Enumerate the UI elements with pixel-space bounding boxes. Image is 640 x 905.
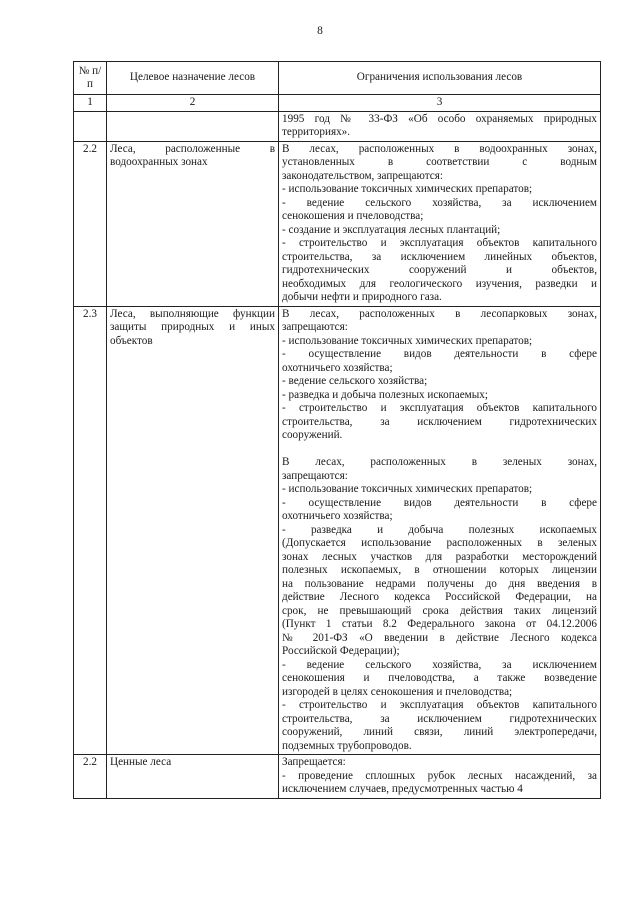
text-line: полезных ископаемых, в отношении которых лицензии [282,564,597,576]
text-line: запрещаются: [282,321,348,333]
column-number: 3 [279,95,601,112]
text-line: сенокошения и пчеловодства, а также возведение [282,672,597,684]
row-purpose [107,141,279,306]
row-restrictions [279,111,601,141]
text-line: подземных трубопроводов. [282,739,412,752]
text-line: - создание и эксплуатация лесных плантаций; [282,223,501,236]
row-number [74,111,107,141]
text-line: установленных в соответствии с водным [282,156,597,168]
table-row [74,141,601,306]
row-purpose [107,306,279,755]
text-line: - строительство и эксплуатация объектов капитального [282,237,597,249]
paragraph-gap [282,443,597,457]
text-line: на пользование недрами получены до дня введения в [282,577,597,590]
row-restrictions [279,141,601,306]
text-line: № 201-ФЗ «О введении в действие Лесного кодекса [282,631,597,644]
row-purpose [107,755,279,799]
text-line: (Допускается использование расположенных в зеленых [282,537,597,549]
row-number: 2.2 [74,755,107,799]
text-line: гидротехнических сооружений и объектов, [282,264,597,276]
text-line: необходимых для геологического изучения, разведки и [282,277,597,290]
text-line: Ценные леса [110,756,172,768]
row-number: 2.3 [74,306,107,755]
text-line: В лесах, расположенных в лесопарковых зонах, [282,307,597,320]
text-line: - ведение сельского хозяйства; [282,375,428,387]
text-line: - осуществление видов деятельности в сфере [282,348,597,360]
text-line: защиты природных и иных [110,321,275,333]
text-line: строительства, за исключением гидротехнических [282,712,597,725]
text-line: - ведение сельского хозяйства, за исключением [282,658,597,671]
text-line: сенокошения и пчеловодства; [282,210,424,222]
text-line: исключением случаев, предусмотренных частью 4 [282,783,523,795]
row-number: 2.2 [74,141,107,306]
text-line: - осуществление видов деятельности в сфере [282,496,597,509]
text-line: В лесах, расположенных в водоохранных зонах, [282,142,597,155]
column-number: 2 [107,95,279,112]
table-row [74,111,601,141]
text-line: 1995 год № 33-ФЗ «Об особо охраняемых природных [282,112,597,125]
text-line: - использование токсичных химических препаратов; [282,334,533,347]
text-line: объектов [110,334,153,347]
text-line: охотничьего хозяйства; [282,510,393,522]
text-line: охотничьего хозяйства; [282,361,393,374]
text-line: сооружений. [282,429,343,441]
text-line: зонах лесных участков для разработки месторождений [282,550,597,563]
text-line: сооружений, линий связи, линий электропередачи, [282,726,597,738]
text-line: - проведение сплошных рубок лесных насаждений, за [282,769,597,782]
text-line: добычи нефти и природного газа. [282,291,442,303]
header-purpose: Целевое назначение лесов [107,62,279,95]
text-line: территориях». [282,126,351,138]
text-line: - разведка и добыча полезных ископаемых; [282,388,488,401]
row-restrictions [279,755,601,799]
text-line: - ведение сельского хозяйства, за исключением [282,196,597,209]
text-line: строительства, за исключением линейных объектов, [282,250,597,263]
text-line: - строительство и эксплуатация объектов капитального [282,402,597,414]
header-restrictions: Ограничения использования лесов [279,62,601,95]
text-line: В лесах, расположенных в зеленых зонах, [282,456,597,468]
table-row [74,755,601,799]
row-purpose [107,111,279,141]
text-line: - использование токсичных химических препаратов; [282,483,533,495]
text-line: (Пункт 1 статьи 8.2 Федерального закона от 04.12.2006 [282,618,597,630]
text-line: Запрещается: [282,756,346,768]
text-line: Леса, расположенные в [110,142,275,155]
text-line: строительства, за исключением гидротехнических [282,415,597,428]
text-line: водоохранных зонах [110,156,208,168]
forest-restrictions-table [73,61,601,799]
text-line: срок, не превышающий срока действия таких лицензий [282,604,597,617]
table-header-row [74,62,601,95]
text-line: законодательством, запрещаются: [282,169,443,182]
column-number: 1 [74,95,107,112]
row-restrictions [279,306,601,755]
text-line: изгородей в целях сенокошения и пчеловодства; [282,685,513,698]
page-number: 8 [317,25,323,37]
table-row [74,306,601,755]
text-line: - разведка и добыча полезных ископаемых [282,523,597,536]
column-number-row [74,95,601,112]
text-line: Леса, выполняющие функции [110,307,275,320]
header-number: № п/п [74,62,107,95]
text-line: Российской Федерации); [282,645,400,657]
text-line: запрещаются: [282,469,348,482]
text-line: - строительство и эксплуатация объектов капитального [282,699,597,711]
text-line: действие Лесного кодекса Российской Федерации, на [282,591,597,603]
text-line: - использование токсичных химических препаратов; [282,183,533,195]
